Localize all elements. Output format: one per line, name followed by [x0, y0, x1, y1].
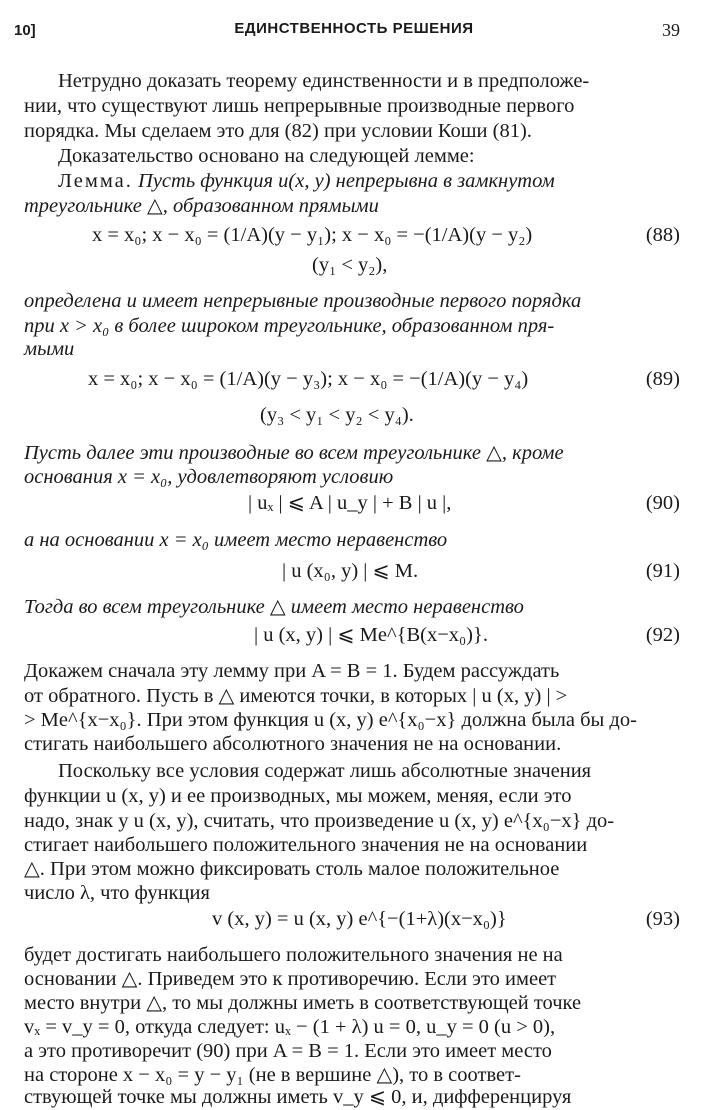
text-line: на стороне x − x₀ = y − y₁ (не в вершине △), то в соответ- [24, 1064, 521, 1086]
text-line: а на основании x = x₀ имеет место неравенство [24, 529, 448, 551]
text-line: основания x = x₀, удовлетворяют условию [24, 466, 394, 488]
equation: v (x, y) = u (x, y) e^{−(1+λ)(x−x₀)} [212, 908, 507, 930]
text-line: число λ, что функция [24, 882, 210, 904]
text-line: функции u (x, y) и ее производных, мы можем, меняя, если это [24, 785, 572, 807]
page-title: ЕДИНСТВЕННОСТЬ РЕШЕНИЯ [234, 20, 474, 37]
text-line: будет достигать наибольшего положительного значения не на [24, 944, 563, 966]
text-line: порядка. Мы сделаем это для (82) при условии Коши (81). [24, 120, 532, 142]
text-line: при x > x₀ в более широком треугольнике, образованном пря- [24, 315, 555, 337]
page-number: 39 [662, 20, 680, 40]
text-line: а это противоречит (90) при A = B = 1. Если это имеет место [24, 1040, 552, 1062]
lemma-line [58, 168, 555, 194]
equation-number: (93) [645, 908, 680, 930]
equation-number: (92) [645, 624, 680, 646]
text-line: Тогда во всем треугольнике △ имеет место неравенство [24, 596, 524, 618]
equation-number: (91) [645, 560, 680, 582]
equation-number: (88) [645, 224, 680, 246]
equation: x = x₀; x − x₀ = (1/A)(y − y₃); x − x₀ = −(1/A)(y − y₄) [88, 368, 529, 390]
text-line: нии, что существуют лишь непрерывные производные первого [24, 95, 575, 117]
equation: | uₓ | ⩽ A | u_y | + B | u |, [248, 492, 452, 514]
text-line: Поскольку все условия содержат лишь абсолютные значения [58, 760, 592, 782]
text-line: стигает наибольшего положительного значения не на основании [24, 834, 588, 856]
text-line: треугольнике △, образованном прямыми [24, 195, 379, 217]
text-line: место внутри △, то мы должны иметь в соответствующей точке [24, 992, 582, 1014]
text-line: надо, знак у u (x, y), считать, что произведение u (x, y) e^{x₀−x} до- [24, 810, 615, 832]
text-line: Докажем сначала эту лемму при A = B = 1. Будем рассуждать [24, 660, 560, 682]
text-line: vₓ = v_y = 0, откуда следует: uₓ − (1 + λ) u = 0, u_y = 0 (u > 0), [24, 1016, 556, 1038]
text-line: стигать наибольшего абсолютного значения не на основании. [24, 733, 562, 755]
text-line: ствующей точке мы должны иметь v_y ⩽ 0, и, дифференцируя [24, 1086, 572, 1108]
text-line: Доказательство основано на следующей лемме: [58, 145, 475, 167]
text-line: △. При этом можно фиксировать столь малое положительное [24, 858, 560, 880]
equation: x = x₀; x − x₀ = (1/A)(y − y₁); x − x₀ = −(1/A)(y − y₂) [92, 224, 533, 246]
equation-condition: (y₃ < y₁ < y₂ < y₄). [260, 404, 414, 426]
lemma-statement: Пусть функция u(x, y) непрерывна в замкнутом [132, 170, 555, 192]
text-line: Нетрудно доказать теорему единственности и в предположе- [58, 70, 590, 92]
text-line: определена и имеет непрерывные производные первого порядка [24, 290, 582, 312]
text-line: Пусть далее эти производные во всем треугольнике △, кроме [24, 442, 564, 464]
section-number: 10] [14, 22, 36, 39]
lemma-label: Лемма. [58, 170, 133, 192]
equation-number: (90) [645, 492, 680, 514]
equation-number: (89) [645, 368, 680, 390]
equation-condition: (y₁ < y₂), [312, 254, 388, 276]
text-line: мыми [24, 338, 75, 360]
text-line: основании △. Приведем это к противоречию. Если это имеет [24, 968, 557, 990]
equation: | u (x₀, y) | ⩽ M. [282, 560, 419, 582]
text-line: > Me^{x−x₀}. При этом функция u (x, y) e^{x₀−x} должна была бы до- [24, 709, 637, 731]
equation: | u (x, y) | ⩽ Me^{B(x−x₀)}. [254, 624, 488, 646]
text-line: от обратного. Пусть в △ имеются точки, в которых | u (x, y) | > [24, 685, 568, 707]
